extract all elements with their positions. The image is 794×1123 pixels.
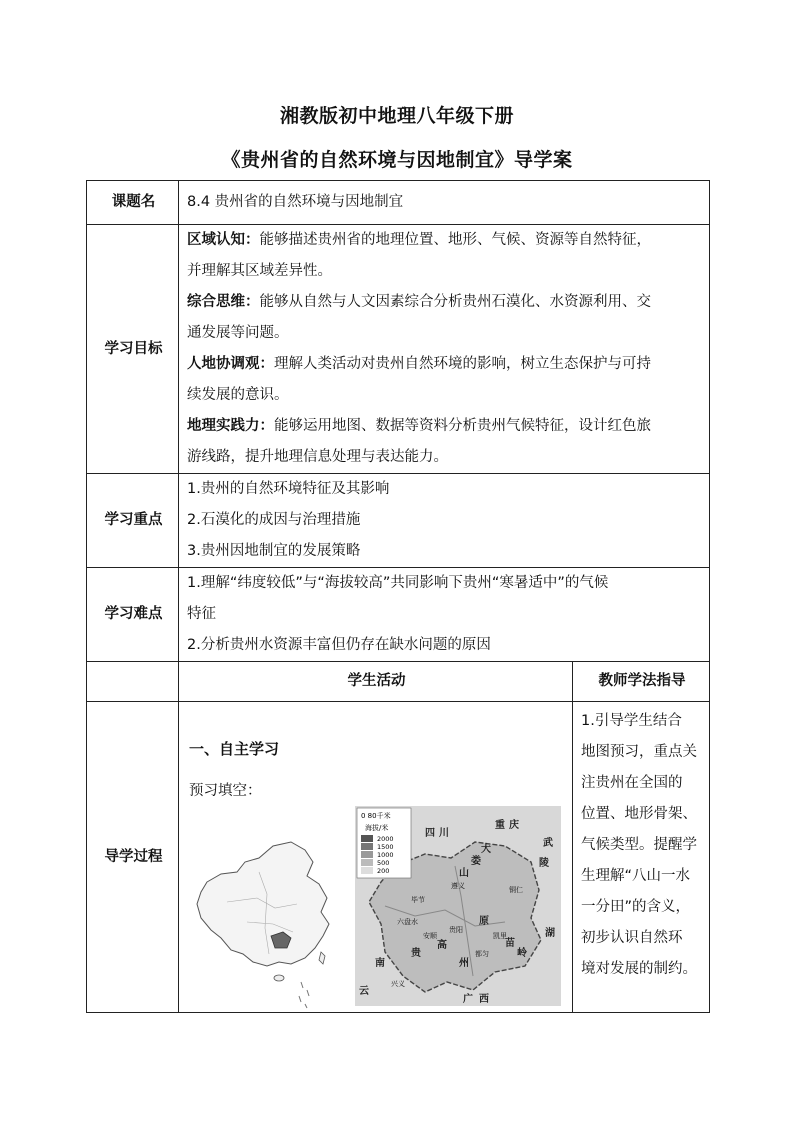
- place-label: 贵阳: [449, 926, 463, 934]
- region-label: 四: [425, 828, 435, 839]
- guide-line: 一分田”的含义，: [581, 899, 691, 915]
- empty-head-cell: [87, 662, 179, 702]
- guide-line: 生理解“八山一水: [581, 868, 691, 884]
- legend-item: 1500: [377, 843, 394, 851]
- china-outline: [197, 842, 329, 966]
- place-label: 安顺: [423, 932, 437, 940]
- topic-label: 课题名: [87, 181, 179, 225]
- place-label: 六盘水: [397, 918, 418, 926]
- place-label: 毕节: [411, 896, 425, 904]
- row-process: [87, 702, 710, 1013]
- region-label: 湖: [545, 928, 555, 939]
- difficulty-item-cont: 特征: [187, 606, 216, 622]
- row-key-points: [87, 474, 710, 568]
- region-label: 西: [479, 994, 489, 1005]
- difficulties-label: 学习难点: [87, 568, 179, 662]
- goal-item: 地理实践力：能够运用地图、数据等资料分析贵州气候特征，设计红色旅: [187, 418, 651, 434]
- region-label: 南: [375, 958, 385, 969]
- region-label: 山: [459, 868, 469, 879]
- place-label: 兴义: [391, 980, 405, 988]
- region-label: 原: [479, 916, 489, 927]
- scale-text: 0 80千米: [361, 812, 391, 820]
- guide-line: 气候类型。提醒学: [581, 837, 697, 853]
- key-points-label: 学习重点: [87, 474, 179, 568]
- south-sea-islands: [299, 982, 309, 1008]
- region-label: 川: [439, 828, 449, 839]
- goal-item-cont: 游线路，提升地理信息处理与表达能力。: [187, 449, 448, 465]
- goal-item-cont: 通发展等问题。: [187, 325, 289, 341]
- region-label: 云: [359, 986, 369, 997]
- goal-item-cont: 并理解其区域差异性。: [187, 263, 332, 279]
- key-point-item: 1.贵州的自然环境特征及其影响: [187, 481, 390, 497]
- student-activity-cell: [179, 702, 573, 1013]
- key-points-content: [179, 474, 710, 568]
- guide-line: 位置、地形骨架、: [581, 806, 697, 822]
- legend-item: 200: [377, 867, 390, 875]
- goal-item: 综合思维：能够从自然与人文因素综合分析贵州石漠化、水资源利用、交: [187, 294, 651, 310]
- teacher-guide-head: 教师学法指导: [573, 662, 710, 702]
- guide-line: 1.引导学生结合: [581, 713, 682, 729]
- topic-value: 8.4 贵州省的自然环境与因地制宜: [179, 181, 710, 225]
- region-label: 广: [463, 994, 473, 1005]
- region-label: 贵: [411, 948, 421, 959]
- place-label: 铜仁: [509, 886, 523, 894]
- region-label: 娄: [471, 856, 481, 867]
- place-label: 都匀: [475, 950, 489, 958]
- region-label: 岭: [517, 948, 527, 959]
- region-label: 州: [459, 958, 469, 969]
- doc-title-line2: 《贵州省的自然环境与因地制宜》导学案: [221, 149, 573, 171]
- goals-label: 学习目标: [87, 225, 179, 474]
- difficulty-item: 2.分析贵州水资源丰富但仍存在缺水问题的原因: [187, 637, 491, 653]
- region-label: 庆: [509, 820, 519, 831]
- taiwan-island: [319, 952, 325, 964]
- student-activity-head: 学生活动: [179, 662, 573, 702]
- goal-item: 区域认知：能够描述贵州省的地理位置、地形、气候、资源等自然特征，: [187, 232, 651, 248]
- goal-item: 人地协调观：理解人类活动对贵州自然环境的影响，树立生态保护与可持: [187, 356, 651, 372]
- legend-item: 500: [377, 859, 390, 867]
- teacher-guide-cell: [573, 702, 710, 1013]
- legend-item: 1000: [377, 851, 394, 859]
- hainan-island: [274, 975, 284, 981]
- region-label: 陵: [539, 858, 549, 869]
- doc-title-line1: 湘教版初中地理八年级下册: [279, 105, 514, 127]
- guide-line: 注贵州在全国的: [581, 775, 683, 791]
- place-label: 遵义: [451, 882, 465, 890]
- difficulty-item: 1.理解“纬度较低”与“海拔较高”共同影响下贵州“寒暑适中”的气候: [187, 575, 609, 591]
- goals-content: [179, 225, 710, 474]
- goal-item-cont: 续发展的意识。: [187, 387, 289, 403]
- map-legend: [357, 808, 411, 878]
- section-title: 一、自主学习: [189, 740, 280, 758]
- key-point-item: 3.贵州因地制宜的发展策略: [187, 543, 361, 559]
- row-difficulties: [87, 568, 710, 662]
- legend-title: 海拔/米: [365, 824, 389, 832]
- region-label: 武: [543, 838, 553, 849]
- region-label: 高: [437, 940, 447, 951]
- study-plan-table: [86, 180, 710, 1013]
- difficulties-content: [179, 568, 710, 662]
- place-label: 凯里: [493, 932, 507, 940]
- prefill-label: 预习填空：: [189, 783, 262, 799]
- china-location-map: [187, 832, 347, 1012]
- row-column-heads: [87, 662, 710, 702]
- process-label: 导学过程: [87, 702, 179, 1013]
- region-label: 重: [495, 820, 505, 831]
- region-label: 大: [481, 844, 491, 855]
- row-goals: [87, 225, 710, 474]
- row-topic: [87, 181, 710, 225]
- legend-item: 2000: [377, 835, 394, 843]
- guizhou-terrain-map: [355, 806, 561, 1006]
- guide-line: 初步认识自然环: [581, 930, 683, 946]
- key-point-item: 2.石漠化的成因与治理措施: [187, 512, 361, 528]
- guide-line: 地图预习，重点关: [581, 744, 697, 760]
- guide-line: 境对发展的制约。: [581, 961, 697, 977]
- region-label: 苗: [505, 938, 515, 949]
